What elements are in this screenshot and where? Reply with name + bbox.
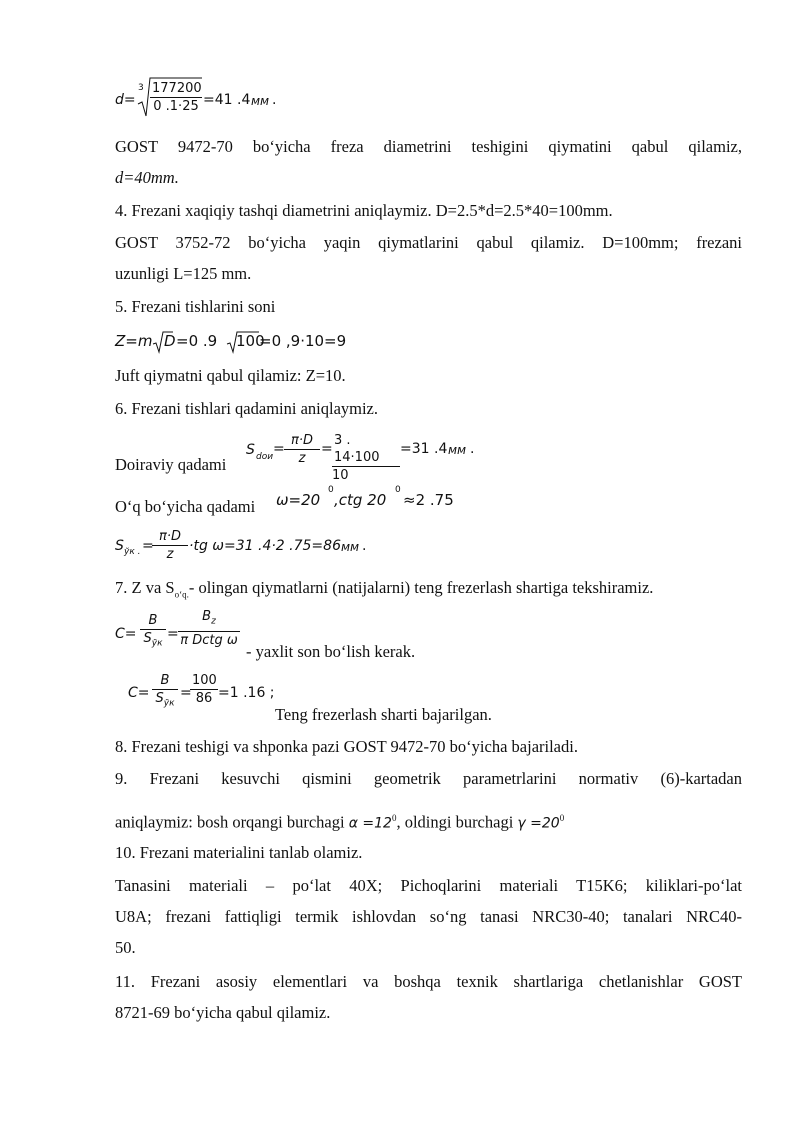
gamma-deg: 0 [559, 813, 565, 823]
formula-d-fraction [150, 80, 202, 115]
alpha-deg: 0 [391, 813, 397, 823]
c1-fraction2 [178, 608, 240, 649]
step9-line1: 9. Frezani kesuvchi qismini geometrik parametrlarini normativ (6)-kartadan [115, 769, 742, 788]
gost9472-line2: d=40mm. [115, 168, 179, 187]
c1-eq: = [167, 626, 179, 642]
c2-num2: 100 [192, 673, 217, 688]
step8-text: 8. Frezani teshigi va shponka pazi GOST 9472-70 bo‘yicha bajariladi. [115, 737, 578, 756]
formula-d-lhs: d= [115, 92, 136, 108]
doiraviy-sub: doи [256, 452, 274, 462]
c1-num2 [178, 608, 240, 632]
s-ok-sub: ўк . [124, 547, 141, 557]
c1-num2-B: B [202, 609, 212, 624]
formula-d-denominator: 0 .1·25 [153, 99, 199, 114]
c2-den1 [152, 690, 178, 713]
step4-text: 4. Frezani xaqiqiy tashqi diametrini aniqlaymiz. D=2.5*d=2.5*40=100mm. [115, 201, 613, 220]
c1-den1 [140, 630, 166, 653]
s-ok-rest: ·tg ω=31 .4·2 .75=86 [189, 538, 341, 554]
formula-d-end: . [272, 92, 277, 108]
formula-d-unit: мм [251, 94, 270, 108]
oq-label: O‘q bo‘yicha qadami [115, 497, 256, 516]
tanasi-line2: U8A; frezani fattiqligi termik ishlovdan so‘ng tanasi NRC30-40; tanalari NRC40- [115, 907, 742, 926]
oq-mid: ,ctg 20 [334, 491, 387, 509]
s-ok-num: π·D [152, 528, 188, 546]
step7-after: - olingan qiymatlarni (natijalarni) teng frezerlash shartiga tekshiramiz. [188, 578, 654, 597]
doiraviy-fraction2 [332, 432, 400, 484]
c2-fraction2 [190, 672, 218, 707]
c2-num1: B [152, 672, 178, 690]
gost9472-line1: GOST 9472-70 bo‘yicha freza diametrini teshigini qiymatini qabul qilamiz, [115, 137, 742, 156]
c1-fraction1 [140, 612, 166, 653]
gost3752-line2: uzunligi L=125 mm. [115, 264, 252, 283]
step7-sub: o‘q. [174, 589, 189, 600]
formula-z-lhs: Z=m [115, 332, 153, 350]
doiraviy-S: S [246, 442, 255, 458]
c2-den1-sub: ўк [163, 698, 175, 709]
c2-note: Teng frezerlash sharti bajarilgan. [275, 705, 492, 724]
c1-num2-sub: z [211, 616, 216, 627]
oq-deg1: 0 [328, 485, 334, 495]
c2-result: =1 .16 ; [218, 685, 275, 701]
s-ok-eq: = [142, 538, 154, 554]
c1-den1-sub: ўк [151, 638, 163, 649]
oq-omega: ω=20 [276, 491, 321, 509]
c1-num1: B [140, 612, 166, 630]
doiraviy-num2: 3 . 14·100 [332, 432, 400, 467]
step10-text: 10. Frezani materialini tanlab olamiz. [115, 843, 363, 862]
c1-den2: π Dctg ω [180, 632, 238, 648]
tanasi-line3: 50. [115, 938, 136, 957]
step6-text: 6. Frezani tishlari qadamini aniqlaymiz. [115, 399, 379, 418]
step7-text [115, 578, 742, 604]
c2-C: C= [128, 685, 150, 701]
doiraviy-den1: z [298, 451, 306, 466]
tanasi-line1: Tanasini materiali – po‘lat 40X; Pichoqlarini materiali T15K6; kiliklari-po‘lat [115, 876, 742, 895]
formula-z-root2: 100 [236, 332, 265, 350]
step9-line2a: aniqlaymiz: bosh orqangi burchagi [115, 812, 345, 832]
s-ok-end: . [362, 538, 367, 554]
step7-before: 7. Z va S [115, 578, 175, 597]
s-ok-unit: мм [341, 540, 360, 554]
oq-deg2: 0 [395, 485, 401, 495]
doiraviy-num1: π·D [284, 432, 320, 450]
c1-note: - yaxlit son bo‘lish kerak. [246, 642, 416, 661]
step11-line2: 8721-69 bo‘yicha qabul qilamiz. [115, 1003, 331, 1022]
step9-line2 [115, 808, 742, 834]
gamma-value: γ =20 [517, 815, 560, 832]
doiraviy-den2: 10 [332, 468, 349, 483]
oq-result: ≈2 .75 [403, 491, 454, 509]
formula-z-mid: =0 .9 [176, 332, 218, 350]
doiraviy-unit: мм [448, 443, 467, 457]
doiraviy-end: . [470, 441, 475, 457]
step9-line2b: , oldingi burchagi [396, 812, 514, 832]
juft-text: Juft qiymatni qabul qilamiz: Z=10. [115, 366, 346, 385]
doiraviy-eq: = [273, 441, 285, 457]
formula-z-rhs: =0 ,9·10=9 [259, 332, 347, 350]
doiraviy-result: =31 .4 [400, 441, 448, 457]
doiraviy-fraction1 [284, 432, 320, 467]
step11-line1: 11. Frezani asosiy elementlari va boshqa texnik shartlariga chetlanishlar GOST [115, 972, 742, 991]
doiraviy-label: Doiraviy qadami [115, 455, 227, 474]
gost3752-line1: GOST 3752-72 bo‘yicha yaqin qiymatlarini qabul qilamiz. D=100mm; frezani [115, 233, 742, 252]
alpha-value: α =12 [348, 815, 392, 832]
formula-z-root1: D [164, 332, 176, 350]
root-index: 3 [138, 83, 144, 93]
s-ok-fraction [152, 528, 188, 563]
step5-text: 5. Frezani tishlarini soni [115, 297, 276, 316]
c2-eq: = [180, 685, 192, 701]
c1-C: C= [115, 626, 137, 642]
c2-den1-S: S [155, 691, 164, 706]
s-ok-den: z [166, 547, 174, 562]
formula-d-numerator: 177200 [152, 81, 202, 96]
formula-d-result: =41 .4 [203, 92, 251, 108]
c2-den2: 86 [195, 691, 213, 706]
s-ok-S: S [115, 538, 124, 554]
c2-fraction1 [152, 672, 178, 713]
doiraviy-eq2: = [321, 441, 333, 457]
c1-den1-S: S [143, 631, 152, 646]
